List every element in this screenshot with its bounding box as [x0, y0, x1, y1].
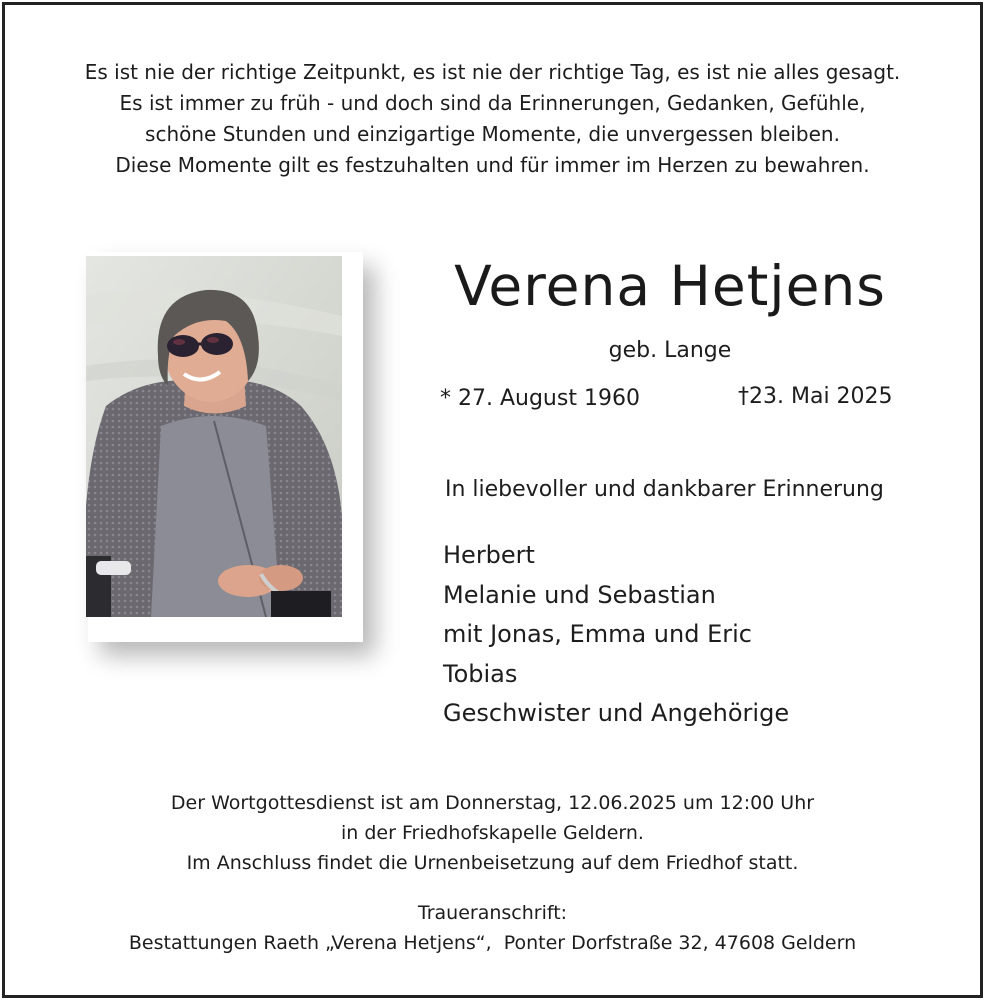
family-member: Tobias — [443, 659, 518, 688]
memorial-quote — [0, 57, 985, 181]
service-line: in der Friedhofskapelle Geldern. — [341, 822, 644, 844]
quote-line: Es ist nie der richtige Zeitpunkt, es ist nie der richtige Tag, es ist nie alles gesagt. — [84, 60, 901, 84]
family-member: mit Jonas, Emma und Eric — [443, 620, 752, 648]
quote-line: schöne Stunden und einzigartige Momente, die unvergessen bleiben. — [145, 122, 840, 146]
portrait-photo — [86, 256, 342, 617]
service-line: Im Anschluss findet die Urnenbeisetzung auf dem Friedhof statt. — [186, 852, 799, 874]
service-line: Der Wortgottesdienst ist am Donnerstag, 12.06.2025 um 12:00 Uhr — [170, 792, 815, 814]
quote-line: Es ist immer zu früh - und doch sind da Erinnerungen, Gedanken, Gefühle, — [119, 91, 866, 115]
deceased-name: Verena Hetjens — [454, 254, 886, 318]
family-member: Geschwister und Angehörige — [443, 699, 790, 727]
mourning-address — [0, 898, 985, 958]
family-member: Herbert — [443, 541, 535, 569]
family-member: Melanie und Sebastian — [443, 580, 716, 609]
remembrance-line: In liebevoller und dankbarer Erinnerung — [445, 477, 884, 502]
address-value: Bestattungen Raeth „Verena Hetjens“, Ponter Dorfstraße 32, 47608 Geldern — [128, 932, 857, 954]
birth-date: * 27. August 1960 — [440, 386, 640, 411]
portrait-illustration — [86, 256, 342, 617]
maiden-name: geb. Lange — [608, 338, 732, 363]
address-label: Traueranschrift: — [417, 902, 568, 924]
death-date: †23. Mai 2025 — [738, 384, 893, 409]
family-list — [443, 536, 789, 734]
service-info — [0, 788, 985, 878]
quote-line: Diese Momente gilt es festzuhalten und für immer im Herzen zu bewahren. — [115, 153, 870, 177]
